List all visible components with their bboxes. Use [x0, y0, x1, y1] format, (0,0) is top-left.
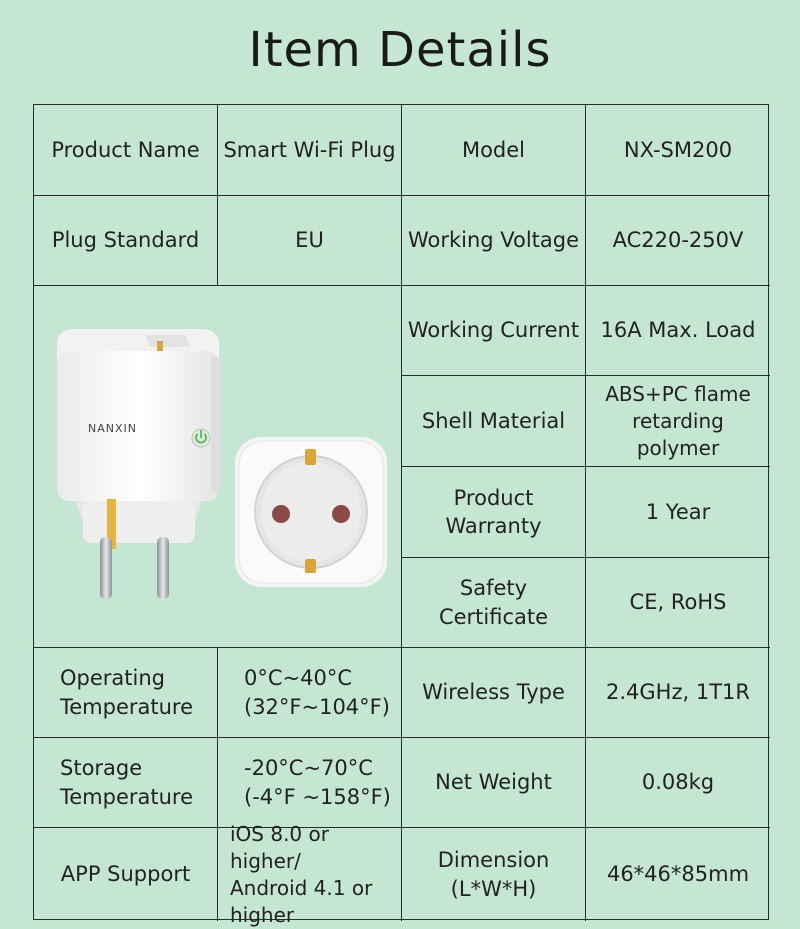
label-product-name: Product Name	[34, 105, 218, 196]
plug-side-view	[57, 329, 221, 599]
value-model: NX-SM200	[586, 105, 770, 196]
value-dimension: 46*46*85mm	[606, 862, 750, 887]
value-operating-temperature: 0°C~40°C (32°F~104°F)	[218, 648, 402, 738]
label-dimension: Dimension (L*W*H)	[402, 828, 586, 921]
label-product-warranty: Product Warranty	[402, 467, 586, 558]
value-product-name: Smart Wi-Fi Plug	[218, 105, 402, 196]
value-app-support: iOS 8.0 or higher/ Android 4.1 or higher	[218, 828, 402, 921]
label-shell-material: Shell Material	[402, 376, 586, 467]
value-working-current: 16A Max. Load	[586, 286, 770, 376]
label-model: Model	[402, 105, 586, 196]
label-storage-temperature: Storage Temperature	[34, 738, 218, 828]
value-shell-material: ABS+PC flame retarding polymer	[586, 376, 770, 467]
value-wireless-type: 2.4GHz, 1T1R	[586, 648, 770, 738]
item-details-table	[33, 104, 769, 927]
label-plug-standard: Plug Standard	[34, 196, 218, 286]
label-net-weight: Net Weight	[402, 738, 586, 828]
page-title: Item Details	[248, 22, 552, 78]
label-wireless-type: Wireless Type	[402, 648, 586, 738]
smart-plug-illustration	[35, 287, 401, 647]
svg-text:NANXIN: NANXIN	[87, 421, 137, 435]
value-working-voltage: AC220-250V	[586, 196, 770, 286]
value-net-weight: 0.08kg	[586, 738, 770, 828]
label-app-support: APP Support	[34, 828, 218, 921]
value-plug-standard: EU	[218, 196, 402, 286]
value-safety-certificate: CE, RoHS	[586, 558, 770, 648]
label-working-current: Working Current	[402, 286, 586, 376]
value-storage-temperature: -20°C~70°C (-4°F ~158°F)	[218, 738, 402, 828]
value-product-warranty: 1 Year	[586, 467, 770, 558]
label-operating-temperature: Operating Temperature	[34, 648, 218, 738]
plug-front-view	[235, 437, 387, 587]
product-image	[34, 286, 402, 648]
label-working-voltage: Working Voltage	[402, 196, 586, 286]
label-safety-certificate: Safety Certificate	[402, 558, 586, 648]
